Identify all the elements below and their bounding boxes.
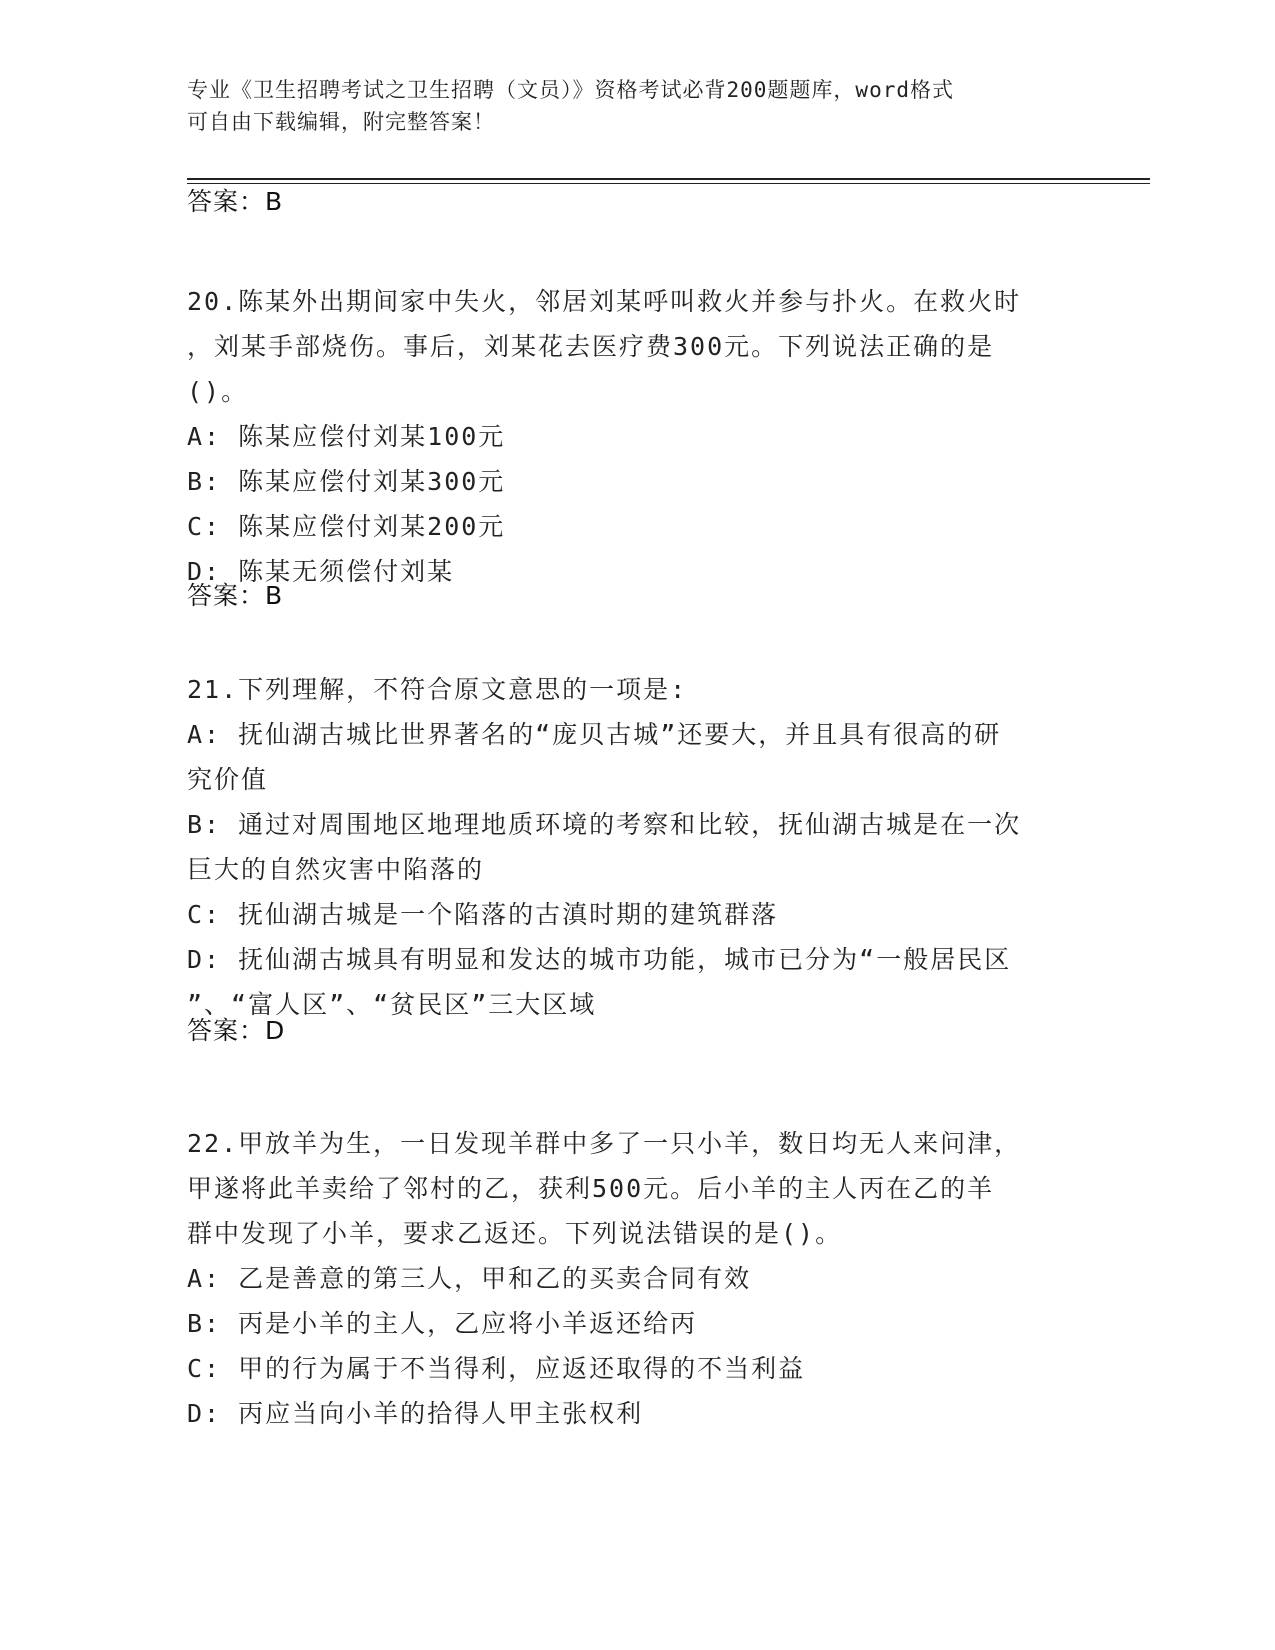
answer-20: 答案：B <box>187 581 284 610</box>
question-22-stem-line-3: 群中发现了小羊，要求乙返还。下列说法错误的是()。 <box>187 1219 843 1248</box>
question-22-option-b: B: 丙是小羊的主人，乙应将小羊返还给丙 <box>187 1309 698 1338</box>
answer-19: 答案：B <box>187 187 284 216</box>
question-22 <box>187 1121 1087 1436</box>
question-22-option-a: A: 乙是善意的第三人，甲和乙的买卖合同有效 <box>187 1264 752 1293</box>
question-21-option-c: C: 抚仙湖古城是一个陷落的古滇时期的建筑群落 <box>187 900 779 929</box>
question-22-stem-line-2: 甲遂将此羊卖给了邻村的乙，获利500元。后小羊的主人丙在乙的羊 <box>187 1174 995 1203</box>
header-divider-thin <box>187 183 1150 184</box>
header-divider <box>187 178 1150 180</box>
question-20-option-c: C: 陈某应偿付刘某200元 <box>187 512 506 541</box>
question-21 <box>187 667 1087 1027</box>
question-22-option-c: C: 甲的行为属于不当得利，应返还取得的不当利益 <box>187 1354 806 1383</box>
question-21-option-d: D: 抚仙湖古城具有明显和发达的城市功能，城市已分为“一般居民区 <box>187 945 1012 974</box>
question-20-option-d: D: 陈某无须偿付刘某 <box>187 557 455 586</box>
question-21-option-b: B: 通过对周围地区地理地质环境的考察和比较，抚仙湖古城是在一次 <box>187 810 1022 839</box>
question-20-option-a: A: 陈某应偿付刘某100元 <box>187 422 506 451</box>
header-line-1: 专业《卫生招聘考试之卫生招聘（文员）》资格考试必背200题题库，word格式 <box>187 78 954 102</box>
question-21-stem-line-1: 21.下列理解，不符合原文意思的一项是: <box>187 675 688 704</box>
question-20 <box>187 279 1087 594</box>
question-20-stem-line-3: ()。 <box>187 377 249 406</box>
question-21-option-d-cont: ”、“富人区”、“贫民区”三大区域 <box>187 990 597 1019</box>
answer-21: 答案：D <box>187 1016 286 1045</box>
question-20-stem-line-2: ，刘某手部烧伤。事后，刘某花去医疗费300元。下列说法正确的是 <box>187 332 995 361</box>
question-21-option-a-cont: 究价值 <box>187 765 269 794</box>
question-21-option-b-cont: 巨大的自然灾害中陷落的 <box>187 855 485 884</box>
question-20-option-b: B: 陈某应偿付刘某300元 <box>187 467 506 496</box>
question-20-stem-line-1: 20.陈某外出期间家中失火，邻居刘某呼叫救火并参与扑火。在救火时 <box>187 287 1022 316</box>
question-22-stem-line-1: 22.甲放羊为生，一日发现羊群中多了一只小羊，数日均无人来问津， <box>187 1129 1022 1158</box>
header-line-2: 可自由下载编辑，附完整答案！ <box>187 110 495 134</box>
question-21-option-a: A: 抚仙湖古城比世界著名的“庞贝古城”还要大，并且具有很高的研 <box>187 720 1002 749</box>
page-header <box>187 74 1087 138</box>
question-22-option-d: D: 丙应当向小羊的拾得人甲主张权利 <box>187 1399 644 1428</box>
